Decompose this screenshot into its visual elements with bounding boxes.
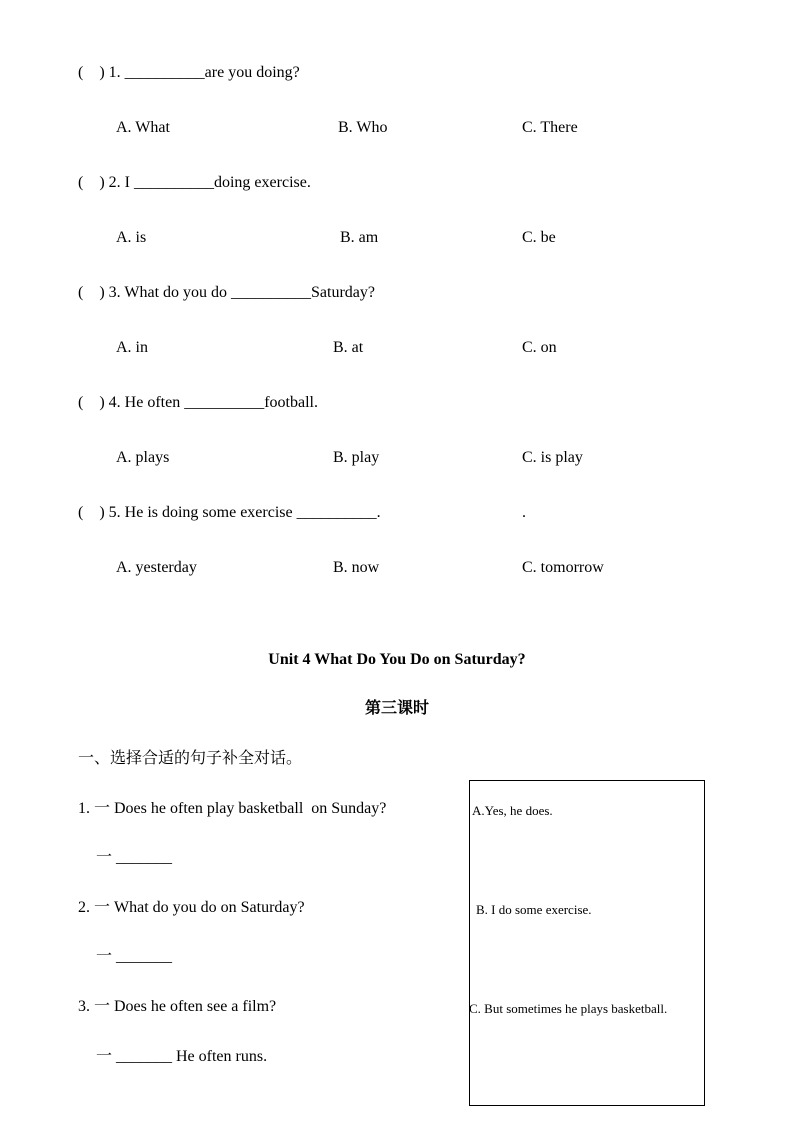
option-c: C. be bbox=[522, 229, 556, 246]
question-text: ( ) 3. What do you do __________Saturday? bbox=[78, 284, 375, 301]
question-text: ( ) 2. I __________doing exercise. bbox=[78, 174, 311, 191]
trailing-mark: . bbox=[522, 504, 526, 521]
answer-option-c: C. But sometimes he plays basketball. bbox=[469, 1001, 668, 1016]
option-a: A. yesterday bbox=[116, 559, 197, 576]
question-text: ( ) 1. __________are you doing? bbox=[78, 64, 300, 81]
option-b: B. now bbox=[333, 559, 380, 576]
question-text: ( ) 5. He is doing some exercise __________. bbox=[78, 504, 381, 521]
dialogue-answer: 一 _______ bbox=[96, 948, 173, 965]
option-a: A. is bbox=[116, 229, 147, 246]
answer-option-a: A.Yes, he does. bbox=[472, 803, 553, 818]
option-c: C. is play bbox=[522, 449, 583, 466]
option-c: C. on bbox=[522, 339, 557, 356]
option-a: A. What bbox=[116, 119, 170, 136]
option-b: B. at bbox=[333, 339, 364, 356]
answer-option-b: B. I do some exercise. bbox=[476, 902, 592, 917]
dialogue-answer: 一 _______ bbox=[96, 849, 173, 866]
option-b: B. am bbox=[340, 229, 379, 246]
option-a: A. in bbox=[116, 339, 148, 356]
dialogue-question: 2. 一 What do you do on Saturday? bbox=[78, 899, 305, 916]
question-text: ( ) 4. He often __________football. bbox=[78, 394, 318, 411]
lesson-title: 第三课时 bbox=[364, 698, 429, 717]
option-b: B. Who bbox=[338, 119, 388, 136]
option-a: A. plays bbox=[116, 449, 170, 466]
answer-options-box bbox=[469, 780, 705, 1106]
option-b: B. play bbox=[333, 449, 380, 466]
dialogue-question: 1. 一 Does he often play basketball on Sunday? bbox=[78, 800, 387, 817]
unit-title: Unit 4 What Do You Do on Saturday? bbox=[268, 651, 526, 668]
option-c: C. There bbox=[522, 119, 578, 136]
option-c: C. tomorrow bbox=[522, 559, 604, 576]
section-heading: 一、选择合适的句子补全对话。 bbox=[78, 748, 303, 767]
dialogue-question: 3. 一 Does he often see a film? bbox=[78, 998, 277, 1015]
dialogue-answer: 一 _______ He often runs. bbox=[96, 1048, 268, 1065]
